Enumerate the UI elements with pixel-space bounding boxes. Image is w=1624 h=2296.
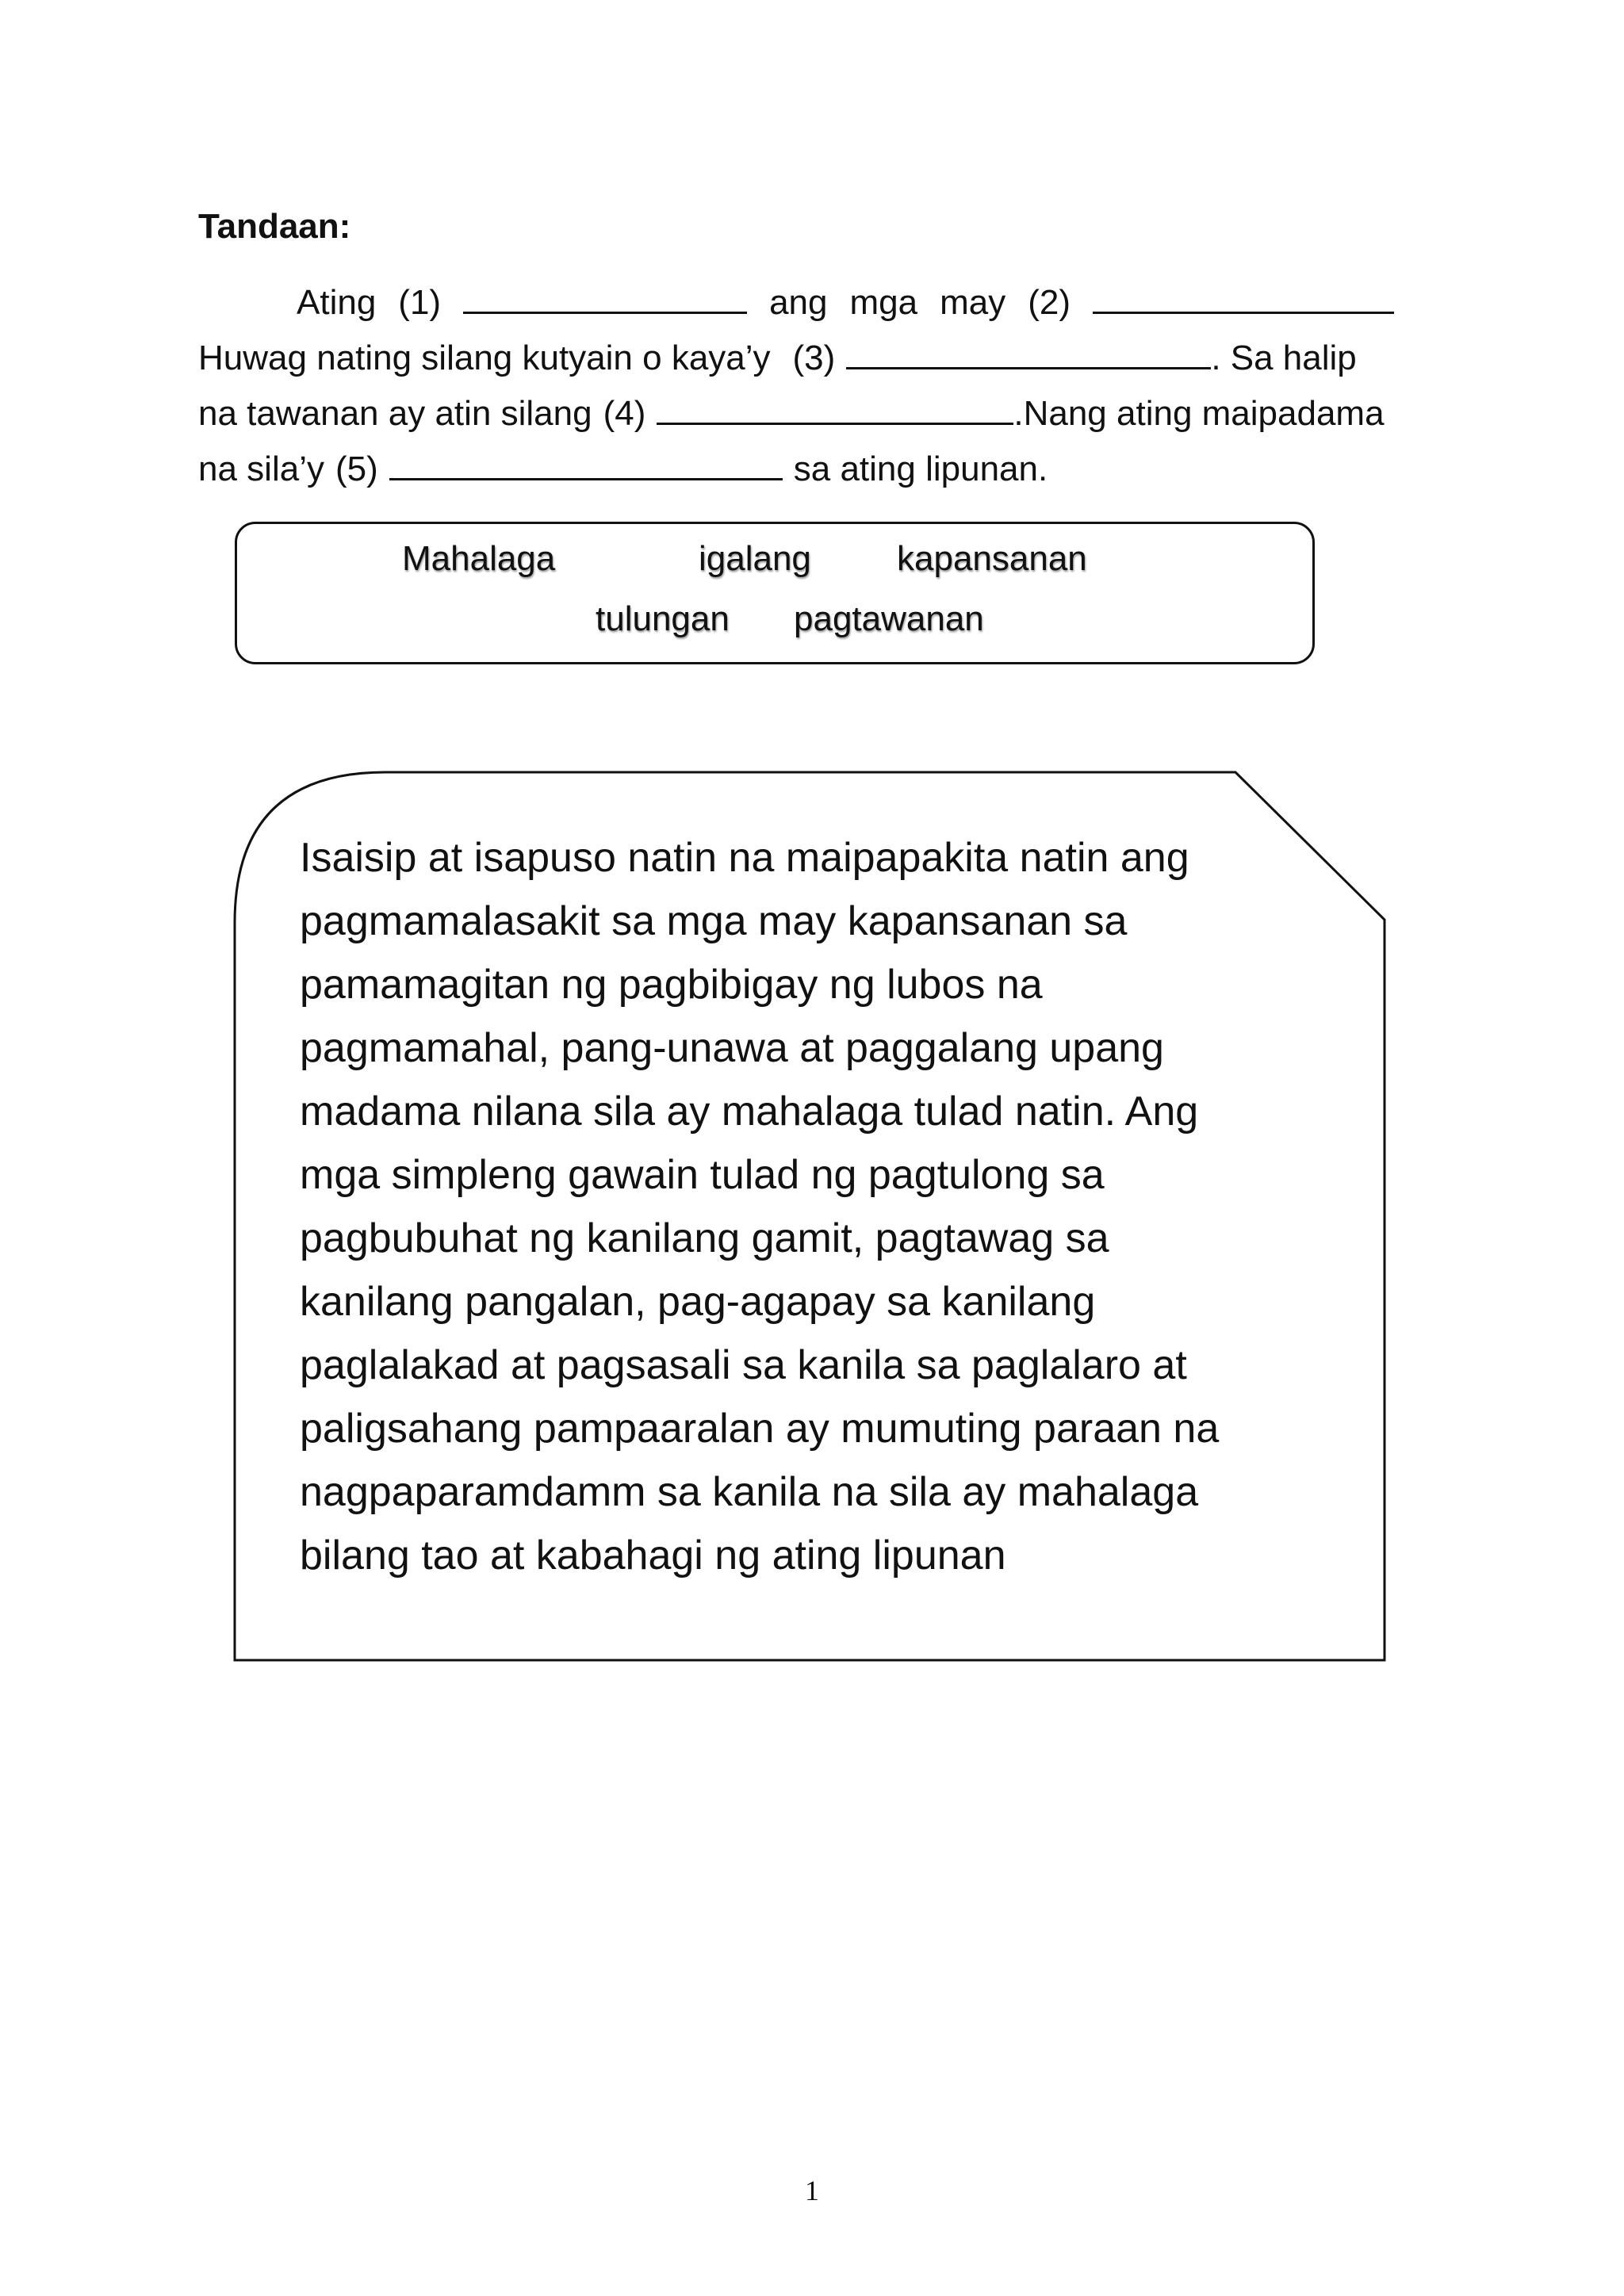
line1-word-mga: mga bbox=[849, 283, 918, 322]
line4-text-end: sa ating lipunan. bbox=[793, 450, 1048, 488]
note-line: pagbubuhat ng kanilang gamit, pagtawag sa bbox=[300, 1215, 1109, 1261]
line4-text-start: na sila’y bbox=[198, 450, 324, 488]
line2-text-start: Huwag nating silang kutyain o kaya’y bbox=[198, 339, 771, 377]
page-number: 1 bbox=[805, 2175, 819, 2206]
line3-text-end: .Nang ating maipadama bbox=[1013, 394, 1385, 433]
note-line: pagmamahal, pang-unawa at paggalang upang bbox=[300, 1025, 1164, 1071]
blank-number-5: (5) bbox=[335, 450, 378, 488]
note-line: pamamagitan ng pagbibigay ng lubos na bbox=[300, 962, 1043, 1008]
line1-word-may: may bbox=[940, 283, 1006, 322]
word-bank-item: kapansanan bbox=[897, 539, 1087, 578]
line1-word-ating: Ating bbox=[297, 283, 377, 322]
note-line: bilang tao at kabahagi ng ating lipunan bbox=[300, 1533, 1006, 1578]
note-line: kanilang pangalan, pag-agapay sa kanilang bbox=[300, 1279, 1096, 1325]
note-text bbox=[300, 826, 1362, 1587]
line1-word-ang: ang bbox=[769, 283, 828, 322]
line3-text-start: na tawanan ay atin silang bbox=[198, 394, 592, 433]
word-bank-item: Mahalaga bbox=[402, 539, 556, 578]
word-bank-item: igalang bbox=[699, 539, 811, 578]
note-line: mga simpleng gawain tulad ng pagtulong sa bbox=[300, 1152, 1105, 1198]
blank-number-1: (1) bbox=[398, 283, 442, 322]
section-heading: Tandaan: bbox=[198, 207, 351, 246]
note-line: nagpaparamdamm sa kanila na sila ay mahalaga bbox=[300, 1469, 1199, 1515]
note-line: paglalakad at pagsasali sa kanila sa paglalaro at bbox=[300, 1342, 1187, 1388]
line2-text-end: . Sa halip bbox=[1211, 339, 1357, 377]
note-line: paligsahang pampaaralan ay mumuting paraan na bbox=[300, 1406, 1220, 1452]
blank-number-4: (4) bbox=[603, 394, 646, 433]
note-line: madama nilana sila ay mahalaga tulad natin. Ang bbox=[300, 1089, 1199, 1135]
note-line: pagmamalasakit sa mga may kapansanan sa bbox=[300, 898, 1128, 944]
blank-number-2: (2) bbox=[1028, 283, 1071, 322]
word-bank-item: tulungan bbox=[596, 599, 730, 638]
note-line: Isaisip at isapuso natin na maipapakita natin ang bbox=[300, 835, 1189, 881]
blank-number-3: (3) bbox=[792, 339, 836, 377]
word-bank-item: pagtawanan bbox=[794, 599, 984, 638]
